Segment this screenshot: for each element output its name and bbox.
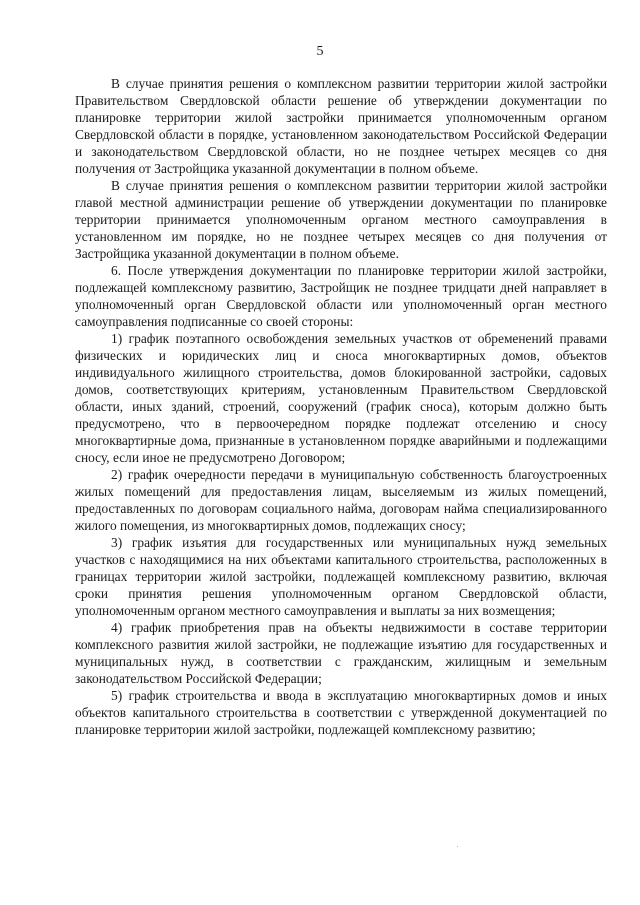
paragraph-municipal-approval: В случае принятия решения о комплексном развитии территории жилой застройки главой местной администрации решение об утверждении документации по планировке территории принимается уполномоченным органом местного самоуправления в установленном им порядке, но не позднее четырех месяцев со дня получения от Застройщика указанной документации в полном объеме. [75, 178, 607, 261]
document-body [75, 75, 607, 738]
list-item-demolition-schedule: 1) график поэтапного освобождения земельных участков от обременений правами физических и юридических лиц и сноса многоквартирных домов, объектов индивидуального жилищного строительства, домов блокированной застройки, садовых домов, соответствующих критериям, установленным Правительством Свердловской области, иных зданий, строений, сооружений (график сноса), которым должно быть предусмотрено, что в первоочередном порядке подлежат отселению и сносу многоквартирные дома, признанные в установленном порядке аварийными и подлежащими сносу, если иное не предусмотрено Договором; [75, 331, 607, 465]
scan-speck [457, 846, 458, 847]
list-item-property-rights-schedule: 4) график приобретения прав на объекты недвижимости в составе территории комплексного развития жилой застройки, не подлежащие изъятию для государственных и муниципальных нужд, в соответствии с гражданским, жилищным и земельным законодательством Российской Федерации; [75, 620, 607, 686]
paragraph-item-6: 6. После утверждения документации по планировке территории жилой застройки, подлежащей комплексному развитию, Застройщик не позднее тридцати дней направляет в уполномоченный орган Свердловской области или уполномоченный орган местного самоуправления подписанные со своей стороны: [75, 263, 607, 329]
list-item-construction-schedule: 5) график строительства и ввода в эксплуатацию многоквартирных домов и иных объектов капитального строительства в соответствии с утвержденной документацией по планировке территории жилой застройки, подлежащей комплексному развитию; [75, 688, 607, 737]
paragraph-regional-approval: В случае принятия решения о комплексном развитии территории жилой застройки Правительством Свердловской области решение об утверждении документации по планировке территории жилой застройки принимается уполномоченным органом Свердловской области в порядке, установленном законодательством Российской Федерации и законодательством Свердловской области, но не позднее четырех месяцев со дня получения от Застройщика указанной документации в полном объеме. [75, 76, 607, 176]
list-item-housing-transfer-schedule: 2) график очередности передачи в муниципальную собственность благоустроенных жилых помещений для предоставления лицам, выселяемым из жилых помещений, предоставленных по договорам социального найма, договорам найма специализированного жилого помещения, из многоквартирных домов, подлежащих сносу; [75, 467, 607, 533]
page-number: 5 [316, 44, 324, 59]
list-item-land-seizure-schedule: 3) график изъятия для государственных или муниципальных нужд земельных участков с находящимися на них объектами капитального строительства, расположенных в границах территории жилой застройки, подлежащей комплексному развитию, включая сроки принятия решения уполномоченным органом Свердловской области, уполномоченным органом местного самоуправления и выплаты за них возмещения; [75, 535, 607, 618]
